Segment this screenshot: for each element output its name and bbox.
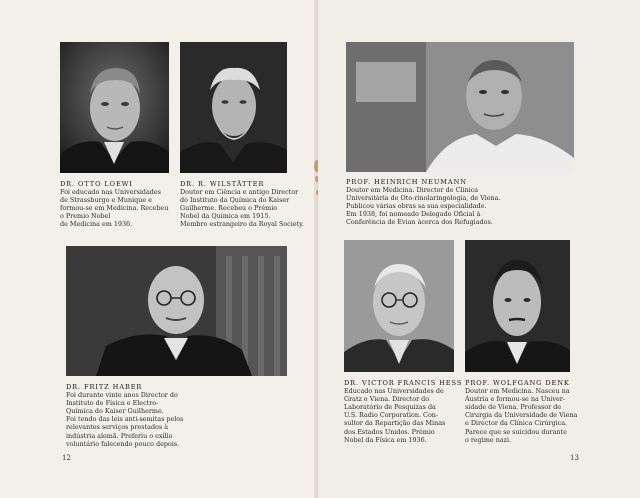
caption-line: Laboratório de Pesquizas da <box>344 403 436 412</box>
name-r-wilstatter: DR. R. WILSTÄTTER <box>180 180 265 188</box>
photo-victor-francis-hess <box>344 240 454 372</box>
caption-line: Parece que se suicidou durante <box>465 427 567 436</box>
photo-wolfgang-denk <box>465 240 570 372</box>
caption-line: Foi durante vinte anos Director do <box>66 391 178 400</box>
right-page <box>318 0 640 498</box>
caption-line: Publicou várias obras sa sua especialidade. <box>346 202 487 211</box>
caption-line: do Instituto da Química do Kaiser <box>180 196 290 205</box>
caption-victor-francis-hess <box>344 379 463 444</box>
caption-heinrich-neumann <box>346 178 576 227</box>
caption-line: sidade de Viena. Professor de <box>465 403 562 412</box>
caption-line: Foi tendo das leis anti-semitas pelos <box>66 415 184 424</box>
caption-line: Conferência de Evian ácerca dos Refugiados. <box>346 218 493 227</box>
caption-line: dos Estados Unidos. Prémio <box>344 427 435 436</box>
caption-line: o Premio Nobel <box>60 212 111 221</box>
caption-line: Instituto de Física e Electro- <box>66 399 159 408</box>
caption-fritz-haber <box>66 383 206 448</box>
caption-line: indústria alemã. Preferiu o exílio <box>66 431 173 440</box>
name-fritz-haber: DR. FRITZ HABER <box>66 383 143 391</box>
name-wolfgang-denk: PROF. WOLFGANG DENK <box>465 379 570 387</box>
caption-line: U.S. Radio Corporation. Con- <box>344 411 439 420</box>
caption-wolfgang-denk <box>465 379 585 444</box>
caption-r-wilstatter <box>180 180 312 229</box>
page-number-right: 13 <box>570 454 579 462</box>
caption-line: de Strassburgo e Munique e <box>60 196 152 205</box>
name-otto-loewi: DR. OTTO LOEWI <box>60 180 133 188</box>
caption-line: Educado nas Universidades de <box>344 387 444 396</box>
caption-line: Doutor em Medicina. Director de Clínica <box>346 186 479 195</box>
caption-line: Guilherme. Recebeu o Prémio <box>180 204 278 213</box>
page-number-left: 12 <box>62 454 71 462</box>
caption-line: Membro estrangeiro da Royal Society. <box>180 220 304 229</box>
name-heinrich-neumann: PROF. HEINRICH NEUMANN <box>346 178 467 186</box>
caption-line: Nobel da Física em 1936. <box>344 435 427 444</box>
caption-line: Gratz e Viena. Director do <box>344 395 430 404</box>
caption-line: Doutor em Ciência e antigo Director <box>180 188 299 197</box>
caption-line: Cirurgia da Universidade de Viena <box>465 411 578 420</box>
caption-line: Em 1938, foi nomeado Delegado Oficial à <box>346 210 481 219</box>
left-page <box>0 0 318 498</box>
caption-otto-loewi <box>60 180 172 229</box>
caption-line: de Medicina em 1936. <box>60 220 133 229</box>
photo-otto-loewi <box>60 42 169 173</box>
caption-line: Doutor em Medicina. Nasceu na <box>465 387 570 396</box>
caption-line: sultor da Repartição das Minas <box>344 419 446 428</box>
caption-line: Foi educado nas Universidades <box>60 188 161 197</box>
caption-line: Áustria e formou-se na Univer- <box>465 395 565 404</box>
caption-line: Universitária de Oto-rinolaringologia, de Viena. <box>346 194 501 203</box>
caption-line: o regime nazi. <box>465 435 512 444</box>
photo-r-wilstatter <box>180 42 287 173</box>
caption-line: Nobel da Química em 1915. <box>180 212 271 221</box>
photo-heinrich-neumann <box>346 42 574 172</box>
caption-line: relevantes serviços prestados à <box>66 423 169 432</box>
caption-line: Química do Kaiser Guilherme. <box>66 407 164 416</box>
photo-fritz-haber <box>66 246 287 376</box>
caption-line: formou-se em Medicina. Recebeu <box>60 204 169 213</box>
name-victor-francis-hess: DR. VICTOR FRANCIS HESS <box>344 379 463 387</box>
caption-line: e Director da Clínica Cirúrgica. <box>465 419 568 428</box>
caption-line: voluntário falecendo pouco depois. <box>66 439 180 448</box>
